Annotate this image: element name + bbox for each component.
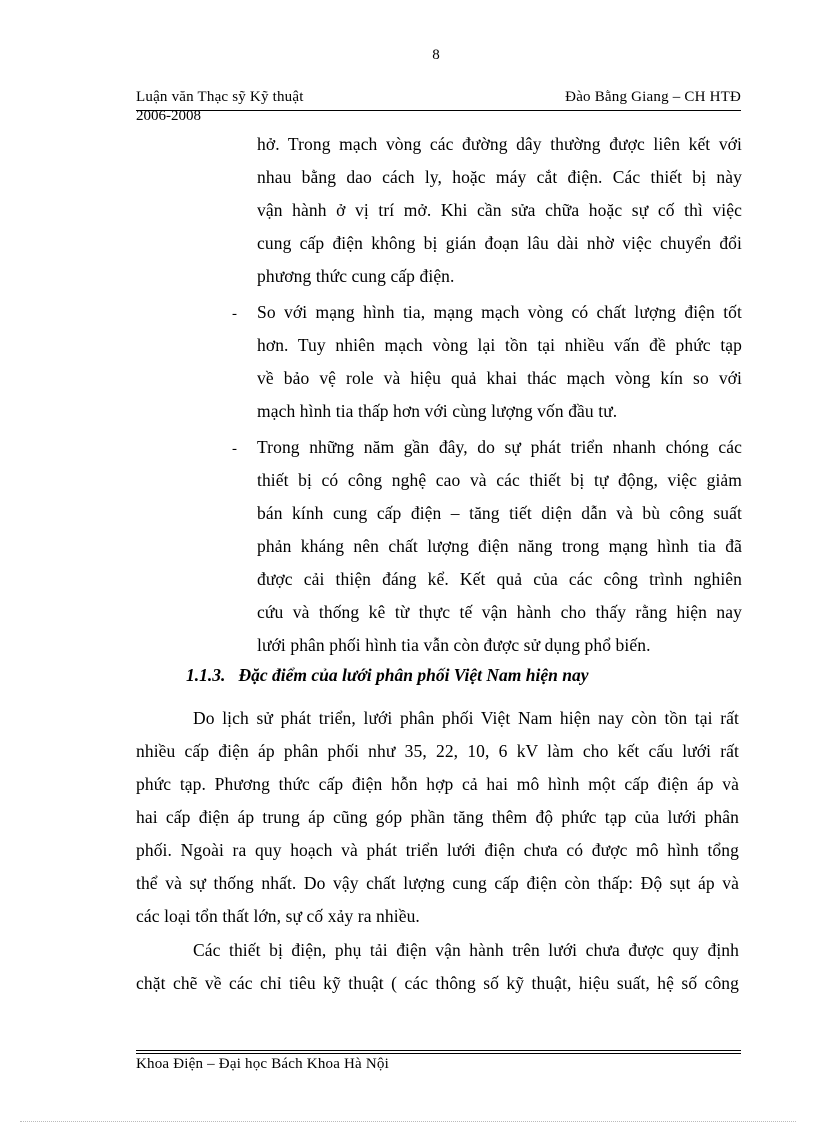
text-line: chặt chẽ về các chỉ tiêu kỹ thuật ( các thông số kỹ thuật, hiệu suất, hệ số công [136,973,739,993]
text-line: về bảo vệ role và hiệu quả khai thác mạch vòng kín so với [257,368,742,388]
text-line: hai cấp điện áp trung áp cũng góp phần tăng thêm độ phức tạp của lưới phân [136,807,739,827]
header-rule [136,110,741,111]
text-line: phức tạp. Phương thức cấp điện hỗn hợp cả hai mô hình một cấp điện áp và [136,774,739,794]
page-number: 8 [432,47,440,63]
running-header-years: 2006-2008 [136,108,201,124]
text-line: So với mạng hình tia, mạng mạch vòng có chất lượng điện tốt [257,302,742,322]
running-header-left: Luận văn Thạc sỹ Kỹ thuật [136,89,304,105]
page-bottom-edge [20,1121,796,1122]
text-line: mạch hình tia thấp hơn với cùng lượng vốn đầu tư. [257,401,618,421]
text-line: thể và sự thống nhất. Do vậy chất lượng cung cấp điện còn thấp: Độ sụt áp và [136,873,739,893]
text-line: nhiều cấp điện áp phân phối như 35, 22, 10, 6 kV làm cho kết cấu lưới rất [136,741,739,761]
footer-rule [136,1053,741,1054]
text-line: phản kháng nên chất lượng điện năng trong mạng hình tia đã [257,536,742,556]
footer-rule [136,1050,741,1051]
text-line: bán kính cung cấp điện – tăng tiết diện dẫn và bù công suất [257,503,742,523]
bullet-marker: - [232,306,238,322]
text-line: nhau bằng dao cách ly, hoặc máy cắt điện. Các thiết bị này [257,167,742,187]
text-line: cung cấp điện không bị gián đoạn lâu dài nhờ việc chuyển đổi [257,233,742,253]
text-line: các loại tổn thất lớn, sự cố xảy ra nhiều. [136,906,420,926]
text-line: Các thiết bị điện, phụ tải điện vận hành trên lưới chưa được quy định [193,940,739,960]
text-line: phương thức cung cấp điện. [257,266,455,286]
text-line: vận hành ở vị trí mở. Khi cần sửa chữa hoặc sự cố thì việc [257,200,742,220]
text-line: cứu và thống kê từ thực tế vận hành cho thấy rằng hiện nay [257,602,742,622]
footer-text: Khoa Điện – Đại học Bách Khoa Hà Nội [136,1056,389,1072]
text-line: thiết bị có công nghệ cao và các thiết bị tự động, việc giảm [257,470,742,490]
text-line: Trong những năm gần đây, do sự phát triển nhanh chóng các [257,437,742,457]
running-header-right: Đào Bằng Giang – CH HTĐ [565,89,741,105]
text-line: Do lịch sử phát triển, lưới phân phối Việt Nam hiện nay còn tồn tại rất [193,708,739,728]
text-line: hở. Trong mạch vòng các đường dây thường được liên kết với [257,134,742,154]
section-heading: 1.1.3. Đặc điểm của lưới phân phối Việt Nam hiện nay [186,665,589,685]
text-line: lưới phân phối hình tia vẫn còn được sử dụng phổ biến. [257,635,651,655]
text-line: hơn. Tuy nhiên mạch vòng lại tồn tại nhiều vấn đề phức tạp [257,335,742,355]
text-line: phối. Ngoài ra quy hoạch và phát triển lưới điện chưa có được mô hình tổng [136,840,739,860]
text-line: được cải thiện đáng kể. Kết quả của các công trình nghiên [257,569,742,589]
bullet-marker: - [232,441,238,457]
